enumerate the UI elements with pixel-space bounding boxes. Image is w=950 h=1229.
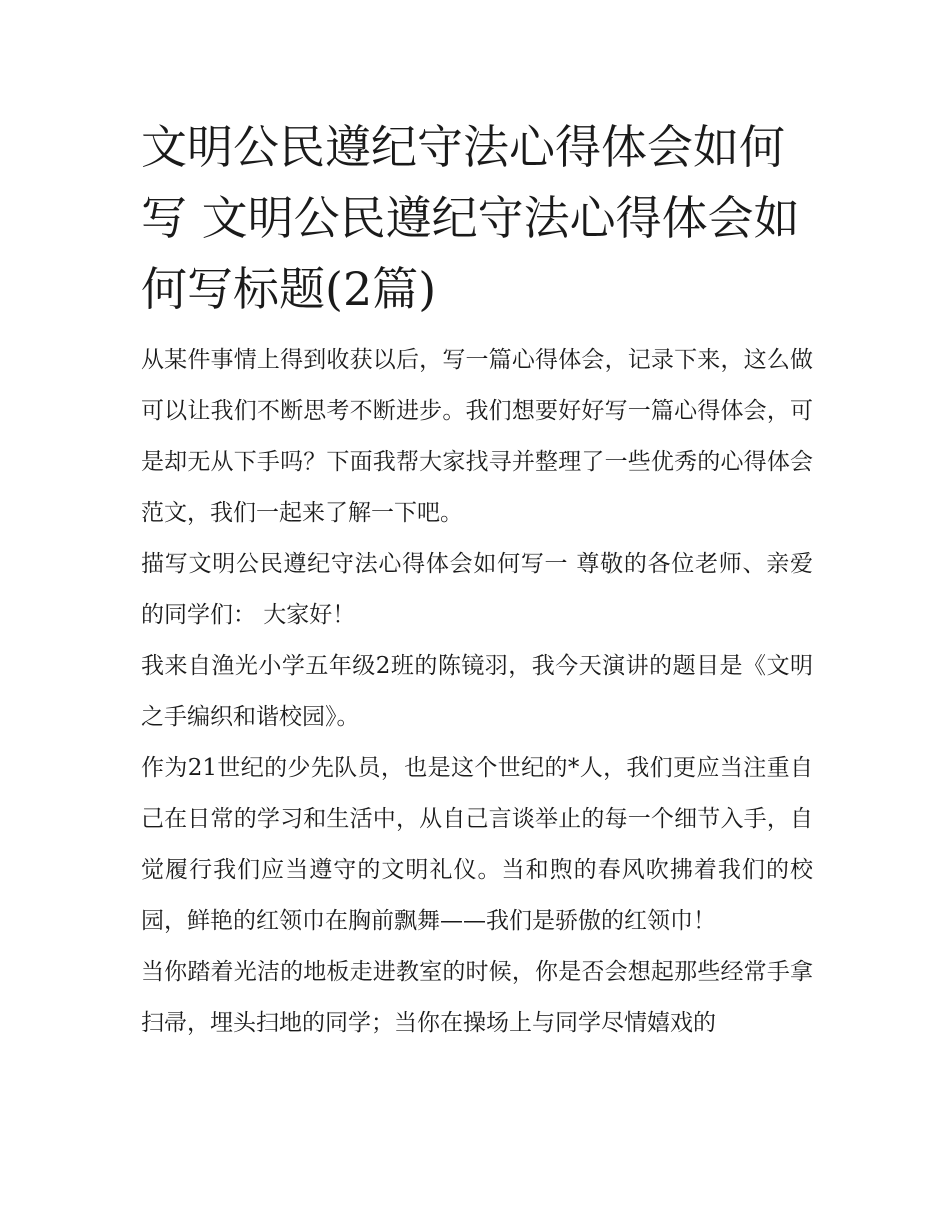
paragraph-intro: 从某件事情上得到收获以后，写一篇心得体会，记录下来，这么做可以让我们不断思考不断进步。我们想要好好写一篇心得体会，可是却无从下手吗？下面我帮大家找寻并整理了一些优秀的心得体会范文，我们一起来了解一下吧。	[141, 347, 813, 526]
paragraph-speaker: 我来自渔光小学五年级2班的陈镜羽，我今天演讲的题目是《文明之手编织和谐校园》。	[141, 653, 813, 730]
paragraph-greeting: 描写文明公民遵纪守法心得体会如何写一 尊敬的各位老师、亲爱的同学们： 大家好！	[141, 551, 813, 628]
document-body	[141, 112, 813, 1049]
paragraph-etiquette: 作为21世纪的少先队员，也是这个世纪的*人，我们更应当注重自己在日常的学习和生活中，从自己言谈举止的每一个细节入手，自觉履行我们应当遵守的文明礼仪。当和煦的春风吹拂着我们的校园，鲜艳的红领巾在胸前飘舞——我们是骄傲的红领巾！	[141, 755, 813, 934]
document-title: 文明公民遵纪守法心得体会如何写 文明公民遵纪守法心得体会如何写标题(2篇)	[141, 120, 800, 316]
paragraph-classroom: 当你踏着光洁的地板走进教室的时候，你是否会想起那些经常手拿扫帚，埋头扫地的同学；当你在操场上与同学尽情嬉戏的	[141, 959, 813, 1036]
